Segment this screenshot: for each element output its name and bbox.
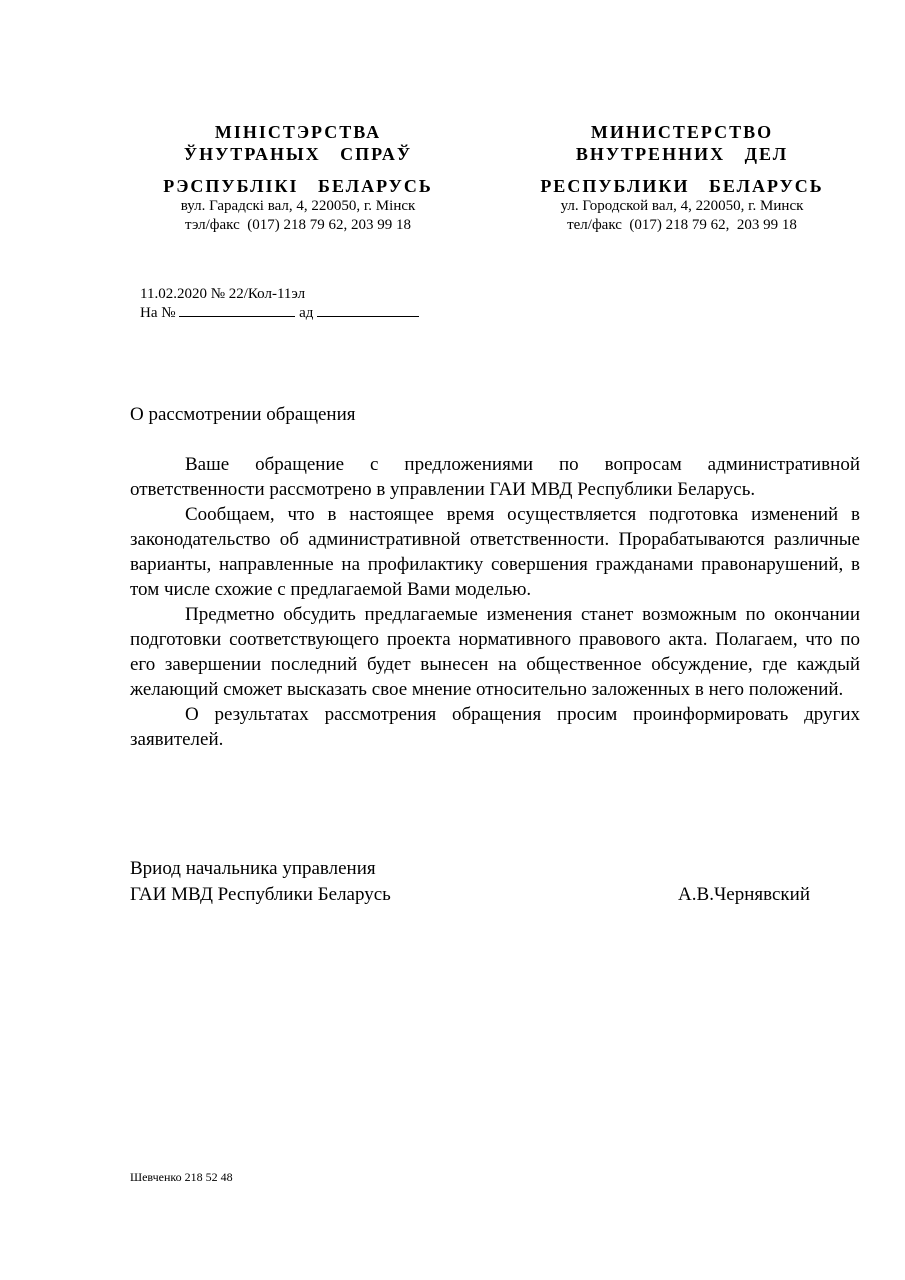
ministry-address: вул. Гарадскі вал, 4, 220050, г. Мінск [180,198,416,214]
outgoing-number: 11.02.2020 № 22/Кол-11эл [140,286,306,302]
ministry-phone: тэл/факс (017) 218 79 62, 203 99 18 [185,217,411,233]
signatory-title-line1: Вриод начальника управления [130,858,376,879]
ministry-phone: тел/факс (017) 218 79 62, 203 99 18 [567,217,797,233]
incoming-reference [140,304,419,323]
executor-note: Шевченко 218 52 48 [130,1170,233,1184]
incoming-date-blank [317,304,419,317]
incoming-date-label: ад [299,305,314,321]
ministry-country: РЕСПУБЛИКИ БЕЛАРУСЬ [540,176,824,196]
signature-block [130,856,810,908]
ministry-name-line2: ЎНУТРАНЫХ СПРАЎ [183,144,413,164]
signatory-name: А.В.Чернявский [678,884,810,905]
incoming-number-label: На № [140,305,176,321]
letterhead-belarusian [128,121,468,235]
signatory-title-line2: ГАИ МВД Республики Беларусь [130,884,391,905]
body-paragraph: Предметно обсудить предлагаемые изменения станет возможным по окончании подготовки соответствующего проекта нормативного правового акта. Полагаем, что по его завершении последний будет вынесен на общественное обсуждение, где каждый желающий сможет высказать свое мнение относительно заложенных в него положений. [130,604,860,700]
body-paragraph: О результатах рассмотрения обращения просим проинформировать других заявителей. [130,704,860,750]
letter-body [130,452,860,752]
ministry-address: ул. Городской вал, 4, 220050, г. Минск [560,198,804,214]
ministry-name-line1: МІНІСТЭРСТВА [214,122,382,142]
ministry-name-line1: МИНИСТЕРСТВО [590,122,774,142]
letter-subject: О рассмотрении обращения [130,404,356,425]
incoming-number-blank [179,304,295,317]
body-paragraph: Ваше обращение с предложениями по вопросам административной ответственности рассмотрено в управлении ГАИ МВД Республики Беларусь. [130,454,860,500]
signature-row [130,882,810,908]
outgoing-reference [140,285,419,323]
body-paragraph: Сообщаем, что в настоящее время осуществляется подготовка изменений в законодательство об административной ответственности. Прорабатываются различные варианты, направленные на профилактику совершения гражданами правонарушений, в том числе схожие с предлагаемой Вами моделью. [130,504,860,600]
ministry-country: РЭСПУБЛІКІ БЕЛАРУСЬ [163,176,433,196]
ministry-name-line2: ВНУТРЕННИХ ДЕЛ [575,144,789,164]
letterhead-russian [522,121,842,235]
